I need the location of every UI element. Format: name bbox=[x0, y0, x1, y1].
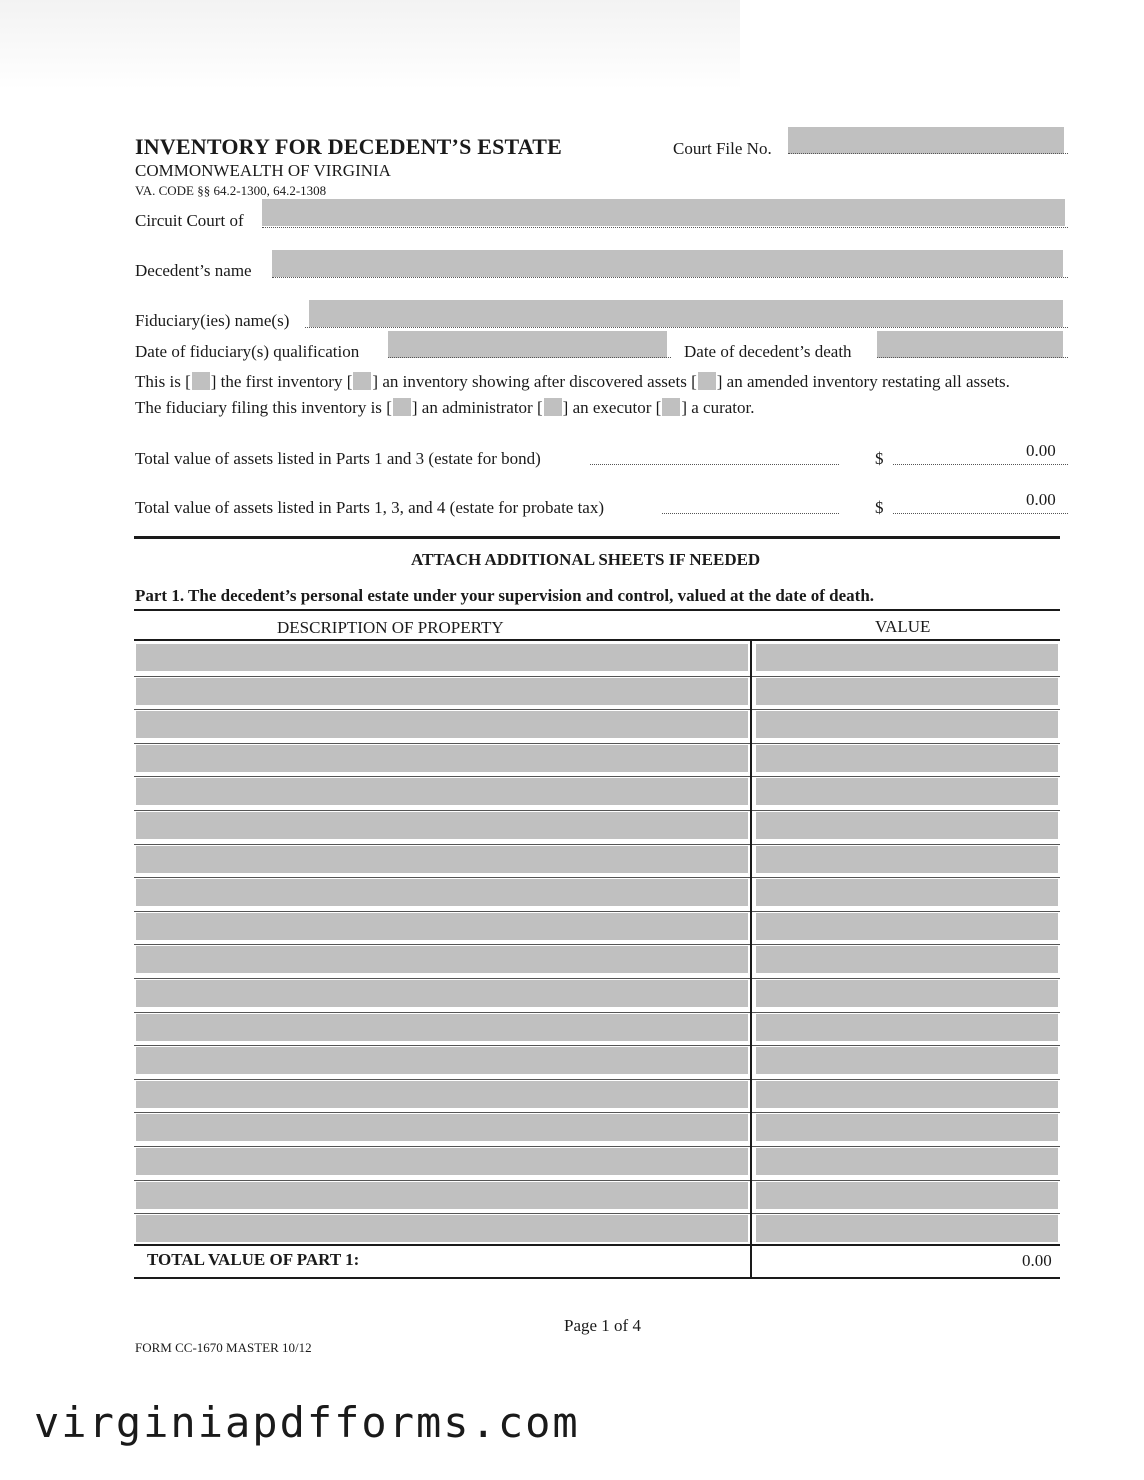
value-input[interactable] bbox=[756, 1114, 1058, 1141]
value-input[interactable] bbox=[756, 1047, 1058, 1074]
row-separator bbox=[134, 1180, 1060, 1181]
circuit-court-label: Circuit Court of bbox=[135, 211, 244, 230]
description-input[interactable] bbox=[136, 711, 748, 738]
col-value-header: VALUE bbox=[875, 617, 931, 636]
description-input[interactable] bbox=[136, 1081, 748, 1108]
total-bottom-rule bbox=[134, 1277, 1060, 1279]
death-date-underline bbox=[877, 357, 1068, 358]
row-separator bbox=[134, 810, 1060, 811]
value-input[interactable] bbox=[756, 711, 1058, 738]
value-input[interactable] bbox=[756, 846, 1058, 873]
description-input[interactable] bbox=[136, 1148, 748, 1175]
qualification-date-label: Date of fiduciary(s) qualification bbox=[135, 342, 360, 361]
value-input[interactable] bbox=[756, 1182, 1058, 1209]
value-input[interactable] bbox=[756, 644, 1058, 671]
administrator-label: an administrator bbox=[421, 398, 533, 417]
decedent-name-underline bbox=[272, 277, 1068, 278]
header-bottom-rule bbox=[134, 639, 1060, 641]
form-title: INVENTORY FOR DECEDENT’S ESTATE bbox=[135, 134, 562, 159]
death-date-input[interactable] bbox=[877, 331, 1063, 358]
row-separator bbox=[134, 709, 1060, 710]
inventory-type-line: This is [ ] the first inventory [ ] an inventory showing after discovered assets [ ] an amended inventory restating all assets. bbox=[135, 372, 1010, 391]
administrator-checkbox[interactable] bbox=[393, 398, 411, 416]
bond-value-underline bbox=[893, 464, 1068, 465]
qualification-date-underline bbox=[388, 357, 671, 358]
death-date-label: Date of decedent’s death bbox=[684, 342, 852, 361]
part1-heading: Part 1. The decedent’s personal estate under your supervision and control, valued at the date of death. bbox=[135, 586, 875, 605]
after-discovered-label: an inventory showing after discovered assets bbox=[382, 372, 687, 391]
row-separator bbox=[134, 944, 1060, 945]
attach-sheets-note: ATTACH ADDITIONAL SHEETS IF NEEDED bbox=[411, 550, 761, 569]
executor-label: an executor bbox=[572, 398, 652, 417]
column-divider bbox=[750, 640, 752, 1279]
col-description-header: DESCRIPTION OF PROPERTY bbox=[277, 618, 504, 637]
circuit-court-underline bbox=[262, 227, 1068, 228]
form-subtitle: COMMONWEALTH OF VIRGINIA bbox=[135, 161, 391, 180]
circuit-court-input[interactable] bbox=[262, 199, 1065, 226]
court-file-underline bbox=[788, 153, 1068, 154]
bond-total-label: Total value of assets listed in Parts 1 and 3 (estate for bond) bbox=[135, 449, 541, 468]
description-input[interactable] bbox=[136, 1014, 748, 1041]
watermark: virginiapdfforms.com bbox=[34, 1398, 580, 1447]
value-input[interactable] bbox=[756, 745, 1058, 772]
court-file-label: Court File No. bbox=[673, 139, 772, 158]
executor-checkbox[interactable] bbox=[544, 398, 562, 416]
row-separator bbox=[134, 743, 1060, 744]
value-input[interactable] bbox=[756, 678, 1058, 705]
value-input[interactable] bbox=[756, 812, 1058, 839]
row-separator bbox=[134, 676, 1060, 677]
bond-currency: $ bbox=[875, 449, 884, 468]
row-separator bbox=[134, 1079, 1060, 1080]
part1-total-label: TOTAL VALUE OF PART 1: bbox=[147, 1250, 360, 1269]
description-input[interactable] bbox=[136, 913, 748, 940]
probate-total-label: Total value of assets listed in Parts 1, 3, and 4 (estate for probate tax) bbox=[135, 498, 605, 517]
row-separator bbox=[134, 1045, 1060, 1046]
qualification-date-input[interactable] bbox=[388, 331, 667, 358]
fiduciary-name-underline bbox=[305, 327, 1068, 328]
value-input[interactable] bbox=[756, 879, 1058, 906]
row-separator bbox=[134, 911, 1060, 912]
first-inventory-checkbox[interactable] bbox=[192, 372, 210, 390]
description-input[interactable] bbox=[136, 745, 748, 772]
curator-label: a curator. bbox=[691, 398, 755, 417]
decedent-name-label: Decedent’s name bbox=[135, 261, 252, 280]
row-separator bbox=[134, 978, 1060, 979]
probate-value-underline bbox=[893, 513, 1068, 514]
fiduciary-type-line: The fiduciary filing this inventory is [ ] an administrator [ ] an executor [ ] a curator. bbox=[135, 398, 755, 417]
fiduciary-name-input[interactable] bbox=[309, 300, 1063, 327]
inventory-type-prefix: This is bbox=[135, 372, 181, 391]
page-number: Page 1 of 4 bbox=[564, 1316, 641, 1335]
description-input[interactable] bbox=[136, 1114, 748, 1141]
row-separator bbox=[134, 776, 1060, 777]
amended-inventory-checkbox[interactable] bbox=[698, 372, 716, 390]
row-separator bbox=[134, 1012, 1060, 1013]
description-input[interactable] bbox=[136, 778, 748, 805]
probate-currency: $ bbox=[875, 498, 884, 517]
row-separator bbox=[134, 1146, 1060, 1147]
row-separator bbox=[134, 877, 1060, 878]
fiduciary-name-label: Fiduciary(ies) name(s) bbox=[135, 311, 290, 330]
description-input[interactable] bbox=[136, 1182, 748, 1209]
row-separator bbox=[134, 844, 1060, 845]
value-input[interactable] bbox=[756, 980, 1058, 1007]
description-input[interactable] bbox=[136, 879, 748, 906]
description-input[interactable] bbox=[136, 812, 748, 839]
statute-reference: VA. CODE §§ 64.2-1300, 64.2-1308 bbox=[135, 183, 327, 198]
description-input[interactable] bbox=[136, 644, 748, 671]
amended-inventory-label: an amended inventory restating all assets. bbox=[726, 372, 1010, 391]
description-input[interactable] bbox=[136, 1047, 748, 1074]
fiduciary-type-prefix: The fiduciary filing this inventory is bbox=[135, 398, 382, 417]
description-input[interactable] bbox=[136, 678, 748, 705]
part1-top-rule bbox=[134, 609, 1060, 611]
decedent-name-input[interactable] bbox=[272, 250, 1063, 277]
form-id: FORM CC-1670 MASTER 10/12 bbox=[135, 1340, 312, 1355]
value-input[interactable] bbox=[756, 1215, 1058, 1242]
court-file-input[interactable] bbox=[788, 127, 1064, 154]
value-input[interactable] bbox=[756, 1148, 1058, 1175]
description-input[interactable] bbox=[136, 980, 748, 1007]
description-input[interactable] bbox=[136, 946, 748, 973]
probate-total-value[interactable]: 0.00 bbox=[1026, 490, 1056, 509]
curator-checkbox[interactable] bbox=[662, 398, 680, 416]
row-separator bbox=[134, 1213, 1060, 1214]
value-input[interactable] bbox=[756, 778, 1058, 805]
top-shading bbox=[0, 0, 740, 90]
bond-total-value[interactable]: 0.00 bbox=[1026, 441, 1056, 460]
probate-leader-dots bbox=[662, 513, 839, 514]
value-input[interactable] bbox=[756, 913, 1058, 940]
bond-leader-dots bbox=[590, 464, 839, 465]
section-divider bbox=[134, 536, 1060, 539]
value-input[interactable] bbox=[756, 1014, 1058, 1041]
description-input[interactable] bbox=[136, 846, 748, 873]
value-input[interactable] bbox=[756, 1081, 1058, 1108]
description-input[interactable] bbox=[136, 1215, 748, 1242]
row-separator bbox=[134, 1112, 1060, 1113]
after-discovered-checkbox[interactable] bbox=[353, 372, 371, 390]
total-top-rule bbox=[134, 1244, 1060, 1246]
first-inventory-label: the first inventory bbox=[220, 372, 343, 391]
part1-total-value[interactable]: 0.00 bbox=[1022, 1251, 1052, 1270]
value-input[interactable] bbox=[756, 946, 1058, 973]
